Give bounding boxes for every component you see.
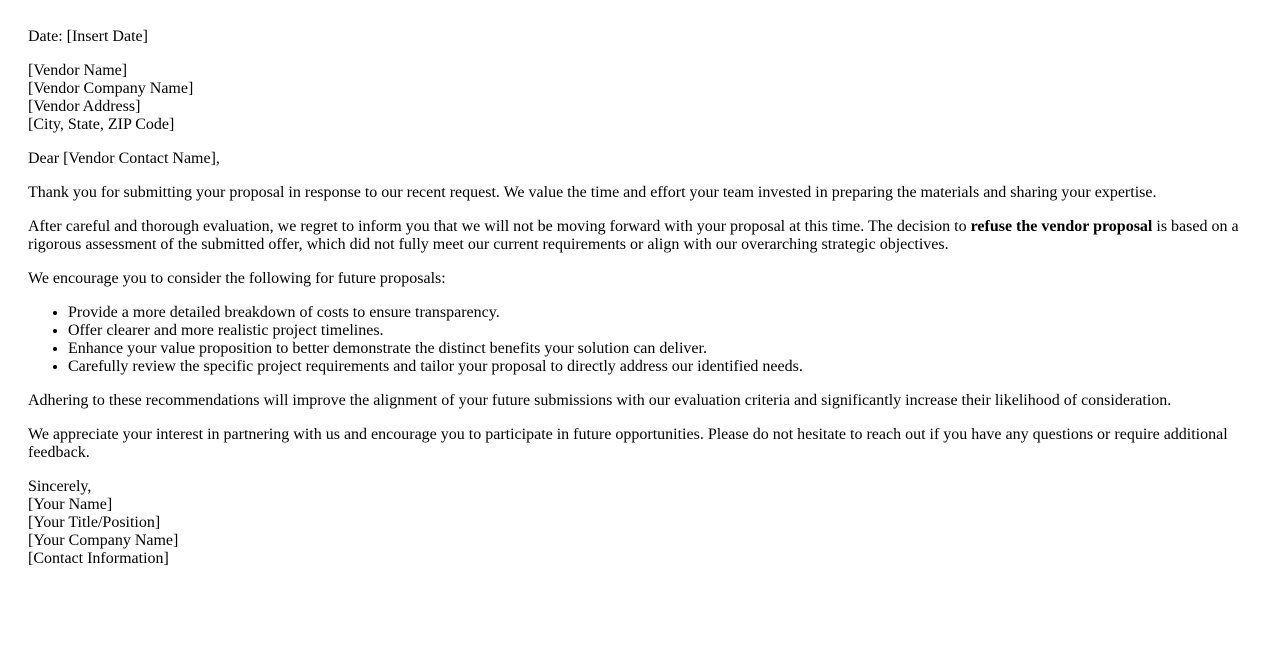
recommendations-list [28, 304, 1250, 376]
decision-text-before: After careful and thorough evaluation, we regret to inform you that we will not be moving forward with your proposal at this time. The decision to [28, 218, 971, 235]
paragraph-decision [28, 218, 1250, 254]
decision-text-after: is based on a rigorous assessment of the submitted offer, which did not fully meet our current requirements or align with our overarching strategic objectives. [28, 218, 1239, 253]
sender-name: [Your Name] [28, 496, 113, 513]
sender-title: [Your Title/Position] [28, 514, 161, 531]
closing-block [28, 478, 1250, 568]
list-item: • Offer clearer and more realistic project timelines. [68, 322, 1250, 340]
sender-contact: [Contact Information] [28, 550, 169, 567]
list-item: • Enhance your value proposition to better demonstrate the distinct benefits your solution can deliver. [68, 340, 1250, 358]
recipient-address: [Vendor Address] [28, 98, 141, 115]
list-intro: We encourage you to consider the following for future proposals: [28, 270, 446, 287]
date-line: Date: [Insert Date] [28, 28, 148, 45]
decision-bold-phrase: refuse the vendor proposal [970, 218, 1153, 235]
list-item: • Carefully review the specific project requirements and tailor your proposal to directly address our identified needs. [68, 358, 1250, 376]
sender-company: [Your Company Name] [28, 532, 179, 549]
sign-off: Sincerely, [28, 478, 92, 495]
recipient-block [28, 62, 1250, 134]
list-item: • Provide a more detailed breakdown of costs to ensure transparency. [68, 304, 1250, 322]
recipient-city-state-zip: [City, State, ZIP Code] [28, 116, 175, 133]
salutation: Dear [Vendor Contact Name], [28, 150, 220, 167]
paragraph-thank-you: Thank you for submitting your proposal in response to our recent request. We value the time and effort your team invested in preparing the materials and sharing your expertise. [28, 184, 1157, 201]
recipient-name: [Vendor Name] [28, 62, 128, 79]
paragraph-recommendation-benefit: Adhering to these recommendations will improve the alignment of your future submissions with our evaluation criteria and significantly increase their likelihood of consideration. [28, 392, 1172, 409]
recipient-company: [Vendor Company Name] [28, 80, 194, 97]
paragraph-appreciation: We appreciate your interest in partnering with us and encourage you to participate in future opportunities. Please do not hesitate to reach out if you have any questions or require additional feedback. [28, 426, 1228, 461]
